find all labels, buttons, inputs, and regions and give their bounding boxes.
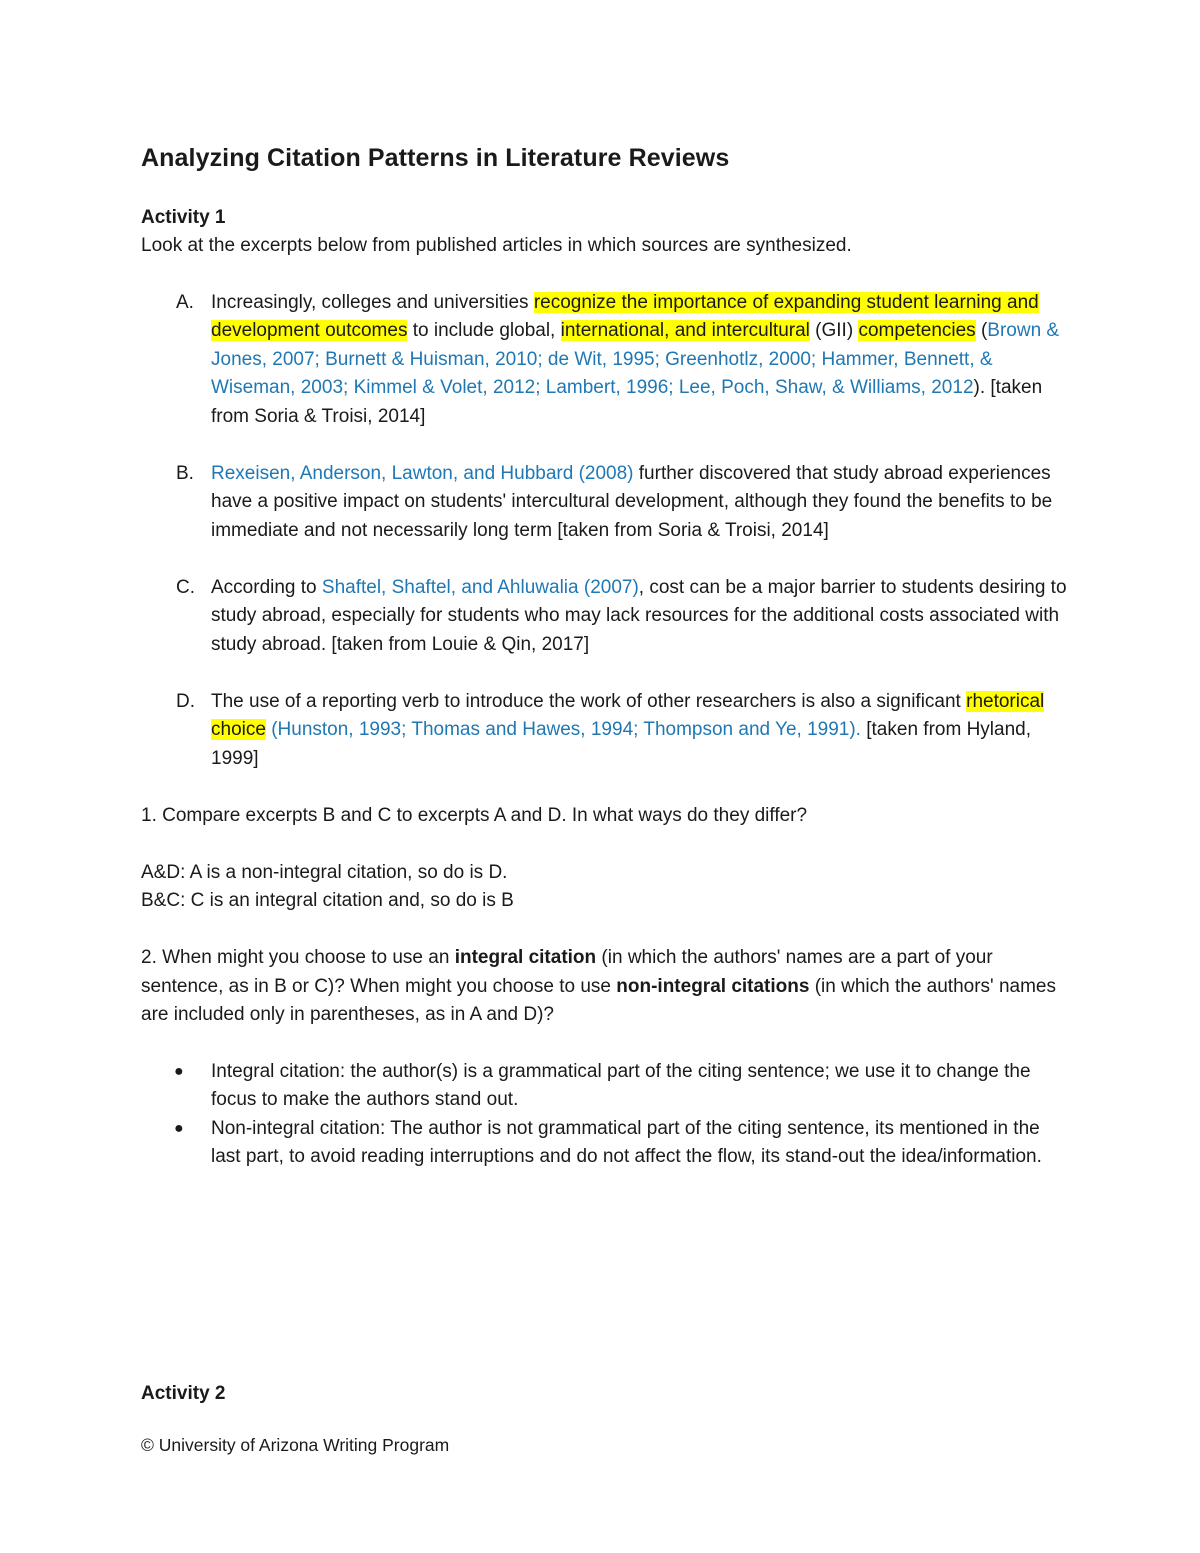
bullet-icon: ● <box>174 1119 184 1137</box>
excerpt-marker: C. <box>176 576 195 598</box>
excerpt-text: , cost can be a major barrier to students desiring to study abroad, especially for students who may lack resources for the additional costs associated with study abroad. [taken from Louie & Qin, 2017] <box>211 576 1067 655</box>
excerpt-text: According to <box>211 576 322 598</box>
highlighted-text: recognize the importance of expanding student learning and development outcomes <box>211 291 1039 341</box>
footer-copyright: © University of Arizona Writing Program <box>141 1435 450 1455</box>
question-text: 2. When might you choose to use an <box>141 947 455 968</box>
answer-1-ad: A&D: A is a non-integral citation, so do is D. <box>141 861 508 883</box>
document-title: Analyzing Citation Patterns in Literature Reviews <box>141 144 730 172</box>
excerpt-d <box>141 688 1071 774</box>
citation-text: Rexeisen, Anderson, Lawton, and Hubbard (2008) <box>211 462 634 484</box>
excerpt-b <box>141 460 1071 546</box>
activity-1-heading: Activity 1 <box>141 207 226 228</box>
highlighted-text: rhetorical choice <box>211 690 1045 740</box>
answer-2-list <box>141 1058 1071 1172</box>
excerpt-marker: D. <box>176 690 195 712</box>
list-item <box>141 1058 1071 1115</box>
bullet-text: Integral citation: the author(s) is a grammatical part of the citing sentence; we use it to change the focus to make the authors stand out. <box>211 1060 1031 1110</box>
activity-2-heading: Activity 2 <box>141 1383 226 1404</box>
bullet-icon: ● <box>174 1062 184 1080</box>
citation-text: (Hunston, 1993; Thomas and Hawes, 1994; Thompson and Ye, 1991). <box>271 719 861 740</box>
question-2 <box>141 944 1071 1030</box>
list-item <box>141 1115 1071 1172</box>
excerpt-marker: B. <box>176 462 194 484</box>
activity-1-intro: Look at the excerpts below from published articles in which sources are synthesized. <box>141 235 852 256</box>
excerpt-text: The use of a reporting verb to introduce the work of other researchers is also a significant <box>211 690 967 712</box>
excerpt-c <box>141 574 1071 660</box>
question-text: (in which the authors' names are included only in parentheses, as in A and D)? <box>141 975 1056 1025</box>
excerpt-list <box>141 289 1071 774</box>
bold-term: non-integral citations <box>616 975 810 997</box>
excerpt-text: [taken from Hyland, 1999] <box>211 719 1031 769</box>
excerpt-text: further discovered that study abroad experiences have a positive impact on students' intercultural development, although they found the benefits to be immediate and not necessarily long term [taken from Soria & Troisi, 2014] <box>211 462 1053 541</box>
answer-1-bc: B&C: C is an integral citation and, so do is B <box>141 890 514 911</box>
bullet-text: Non-integral citation: The author is not grammatical part of the citing sentence, its mentioned in the last part, to avoid reading interruptions and do not affect the flow, its stand-out the idea/information. <box>211 1117 1042 1167</box>
question-1: 1. Compare excerpts B and C to excerpts A and D. In what ways do they differ? <box>141 804 808 826</box>
document-page <box>141 140 1071 1172</box>
bold-term: integral citation <box>454 947 597 968</box>
excerpt-text: (GII) <box>809 320 859 341</box>
excerpt-marker: A. <box>176 291 194 313</box>
activity-1-section <box>141 204 1071 1172</box>
citation-text: Brown & Jones, 2007; Burnett & Huisman, 2010; de Wit, 1995; Greenhotlz, 2000; Hammer, Bennett, & Wiseman, 2003; Kimmel & Volet, 2012; Lambert, 1996; Lee, Poch, Shaw, & Williams, 2012 <box>211 320 1060 398</box>
highlighted-text: international, and intercultural <box>560 320 810 341</box>
excerpt-text: ( <box>975 320 988 341</box>
citation-text: Shaftel, Shaftel, and Ahluwalia (2007) <box>321 576 639 598</box>
excerpt-text: ). [taken from Soria & Troisi, 2014] <box>211 377 1043 427</box>
excerpt-text: to include global, <box>407 320 561 341</box>
question-text: (in which the authors' names are a part of your sentence, as in B or C)? When might you choose to use <box>141 947 993 997</box>
excerpt-text: Increasingly, colleges and universities <box>211 291 534 313</box>
highlighted-text: competencies <box>858 320 976 341</box>
excerpt-a <box>141 289 1071 432</box>
